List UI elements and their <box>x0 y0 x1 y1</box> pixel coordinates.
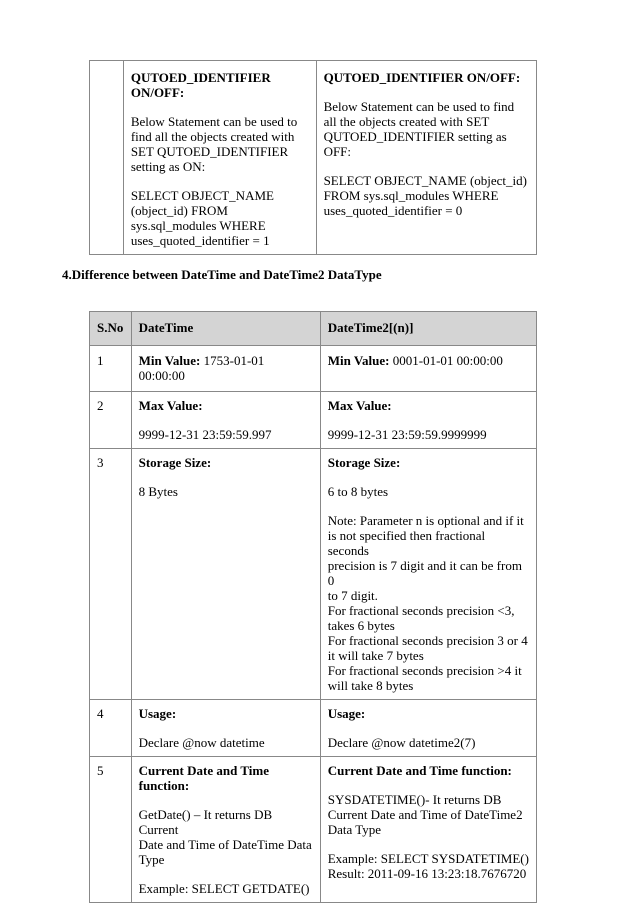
table-row <box>90 449 537 700</box>
cell-value: 8 Bytes <box>138 484 178 499</box>
table-header-row <box>90 312 537 346</box>
cell-label: Current Date and Time function: <box>327 763 512 778</box>
datetime2-cell <box>320 346 536 392</box>
note-text: For fractional seconds precision <3, <box>327 603 515 618</box>
cell-text: SET QUTOED_IDENTIFIER <box>130 144 289 159</box>
datetime-cell <box>131 449 320 700</box>
section-heading: 4.Difference between DateTime and DateTime2 DataType <box>62 267 382 282</box>
table-row <box>90 700 537 757</box>
sql-query-text: uses_quoted_identifier = 1 <box>130 233 270 248</box>
cell-label: Min Value: <box>138 353 201 368</box>
cell-value: Data Type <box>327 822 382 837</box>
empty-cell <box>90 61 124 255</box>
note-text: will take 8 bytes <box>327 678 414 693</box>
cell-heading: QUTOED_IDENTIFIER <box>130 70 271 85</box>
header-sno: S.No <box>90 312 132 346</box>
datetime-cell <box>131 700 320 757</box>
quoted-identifier-table <box>89 60 537 255</box>
cell-label: Usage: <box>138 706 177 721</box>
cell-heading: ON/OFF: <box>130 85 185 100</box>
row-number: 3 <box>90 449 132 700</box>
datetime-cell <box>131 346 320 392</box>
cell-label: Min Value: <box>327 353 390 368</box>
cell-value: Declare @now datetime2(7) <box>327 735 476 750</box>
example-text: Result: 2011-09-16 13:23:18.7676720 <box>327 866 527 881</box>
cell-value: Current Date and Time of DateTime2 <box>327 807 523 822</box>
datetime2-cell <box>320 392 536 449</box>
cell-heading: QUTOED_IDENTIFIER ON/OFF: <box>323 70 521 85</box>
datetime2-cell <box>320 700 536 757</box>
cell-text: QUTOED_IDENTIFIER setting as <box>323 129 507 144</box>
cell-value: Declare @now datetime <box>138 735 265 750</box>
cell-text: Below Statement can be used to <box>130 114 298 129</box>
sql-query-text: sys.sql_modules WHERE <box>130 218 266 233</box>
note-text: For fractional seconds precision >4 it <box>327 663 522 678</box>
note-text: precision is 7 digit and it can be from 0 <box>327 558 522 588</box>
sql-query-text: SELECT OBJECT_NAME <box>130 188 274 203</box>
cell-label: function: <box>138 778 190 793</box>
cell-text: all the objects created with SET <box>323 114 490 129</box>
cell-label: Max Value: <box>138 398 203 413</box>
cell-value: Type <box>138 852 165 867</box>
datetime-cell <box>131 392 320 449</box>
sql-query-text: (object_id) FROM <box>130 203 228 218</box>
cell-label: Max Value: <box>327 398 392 413</box>
cell-value: Date and Time of DateTime Data <box>138 837 312 852</box>
cell-value: 1753-01-01 00:00:00 <box>138 353 265 383</box>
table-row <box>90 757 537 903</box>
note-text: to 7 digit. <box>327 588 378 603</box>
datetime-comparison-table <box>89 311 537 903</box>
table-row <box>90 392 537 449</box>
cell-value: 0001-01-01 00:00:00 <box>389 353 503 368</box>
cell-text: find all the objects created with <box>130 129 295 144</box>
table-row <box>90 61 537 255</box>
cell-text: Below Statement can be used to find <box>323 99 515 114</box>
sql-query-text: SELECT OBJECT_NAME (object_id) <box>323 173 527 188</box>
cell-text: OFF: <box>323 144 352 159</box>
cell-value: GetDate() – It returns DB Current <box>138 807 273 837</box>
example-text: Example: SELECT SYSDATETIME() <box>327 851 529 866</box>
cell-value: SYSDATETIME()- It returns DB <box>327 792 502 807</box>
header-datetime2: DateTime2[(n)] <box>320 312 536 346</box>
example-text: Example: SELECT GETDATE() <box>138 881 310 896</box>
note-text: Note: Parameter n is optional and if it <box>327 513 524 528</box>
header-datetime: DateTime <box>131 312 320 346</box>
sql-query-text: uses_quoted_identifier = 0 <box>323 203 463 218</box>
note-text: For fractional seconds precision 3 or 4 <box>327 633 528 648</box>
cell-label: Storage Size: <box>138 455 212 470</box>
note-text: is not specified then fractional seconds <box>327 528 486 558</box>
cell-text: setting as ON: <box>130 159 206 174</box>
datetime-cell <box>131 757 320 903</box>
cell-value: 9999-12-31 23:59:59.997 <box>138 427 272 442</box>
datetime2-cell <box>320 449 536 700</box>
datetime2-cell <box>320 757 536 903</box>
cell-label: Usage: <box>327 706 366 721</box>
row-number: 2 <box>90 392 132 449</box>
cell-value: 6 to 8 bytes <box>327 484 389 499</box>
cell-label: Current Date and Time <box>138 763 269 778</box>
cell-label: Storage Size: <box>327 455 401 470</box>
row-number: 4 <box>90 700 132 757</box>
row-number: 5 <box>90 757 132 903</box>
sql-query-text: FROM sys.sql_modules WHERE <box>323 188 499 203</box>
note-text: takes 6 bytes <box>327 618 395 633</box>
table-row <box>90 346 537 392</box>
quoted-identifier-on-cell <box>123 61 316 255</box>
cell-value: 9999-12-31 23:59:59.9999999 <box>327 427 487 442</box>
note-text: it will take 7 bytes <box>327 648 424 663</box>
quoted-identifier-off-cell <box>316 61 536 255</box>
row-number: 1 <box>90 346 132 392</box>
